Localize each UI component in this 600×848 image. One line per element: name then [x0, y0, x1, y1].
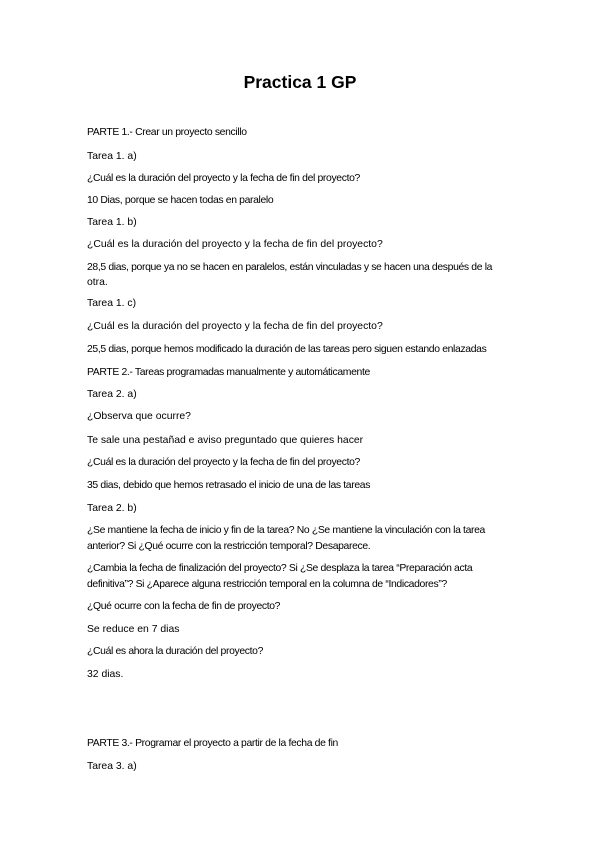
question-text: ¿Qué ocurre con la fecha de fin de proyecto? [87, 601, 281, 612]
answer-text: 25,5 dias, porque hemos modificado la duración de las tareas pero siguen estando enlazadas [87, 344, 487, 355]
answer-text: 28,5 dias, porque ya no se hacen en paralelos, están vinculadas y se hacen una después de la [87, 262, 493, 273]
question-text: ¿Se mantiene la fecha de inicio y fin de la tarea? No ¿Se mantiene la vinculación con la tarea [87, 525, 485, 536]
question-text-continued: anterior? Si ¿Qué ocurre con la restricción temporal? Desaparece. [87, 541, 371, 552]
section-heading: PARTE 2.- Tareas programadas manualmente y automáticamente [87, 367, 370, 378]
question-text-continued: definitiva”? Si ¿Aparece alguna restricción temporal en la columna de “Indicadores”? [87, 579, 447, 590]
task-label: Tarea 2. b) [87, 503, 137, 514]
section-heading: PARTE 1.- Crear un proyecto sencillo [87, 127, 247, 138]
question-text: ¿Observa que ocurre? [87, 411, 191, 422]
task-label: Tarea 3. a) [87, 761, 137, 772]
answer-text: Te sale una pestañad e aviso preguntado que quieres hacer [87, 435, 364, 446]
answer-text: 32 dias. [87, 669, 124, 680]
task-label: Tarea 1. b) [87, 217, 137, 228]
task-label: Tarea 1. a) [87, 151, 137, 162]
question-text: ¿Cuál es la duración del proyecto y la fecha de fin del proyecto? [87, 321, 383, 332]
section-heading: PARTE 3.- Programar el proyecto a partir de la fecha de fin [87, 738, 338, 749]
answer-text: 10 Dias, porque se hacen todas en paralelo [87, 195, 274, 206]
question-text: ¿Cambia la fecha de finalización del proyecto? Si ¿Se desplaza la tarea “Preparación acta [87, 563, 473, 574]
answer-text: Se reduce en 7 dias [87, 624, 180, 635]
answer-text: 35 dias, debido que hemos retrasado el inicio de una de las tareas [87, 480, 371, 491]
question-text: ¿Cuál es la duración del proyecto y la fecha de fin del proyecto? [87, 239, 383, 250]
question-text: ¿Cuál es ahora la duración del proyecto? [87, 646, 264, 657]
question-text: ¿Cuál es la duración del proyecto y la fecha de fin del proyecto? [87, 173, 360, 184]
page-title: Practica 1 GP [243, 72, 357, 92]
task-label: Tarea 2. a) [87, 389, 137, 400]
question-text: ¿Cuál es la duración del proyecto y la fecha de fin del proyecto? [87, 457, 360, 468]
answer-text-continued: otra. [87, 277, 108, 288]
task-label: Tarea 1. c) [87, 298, 137, 309]
